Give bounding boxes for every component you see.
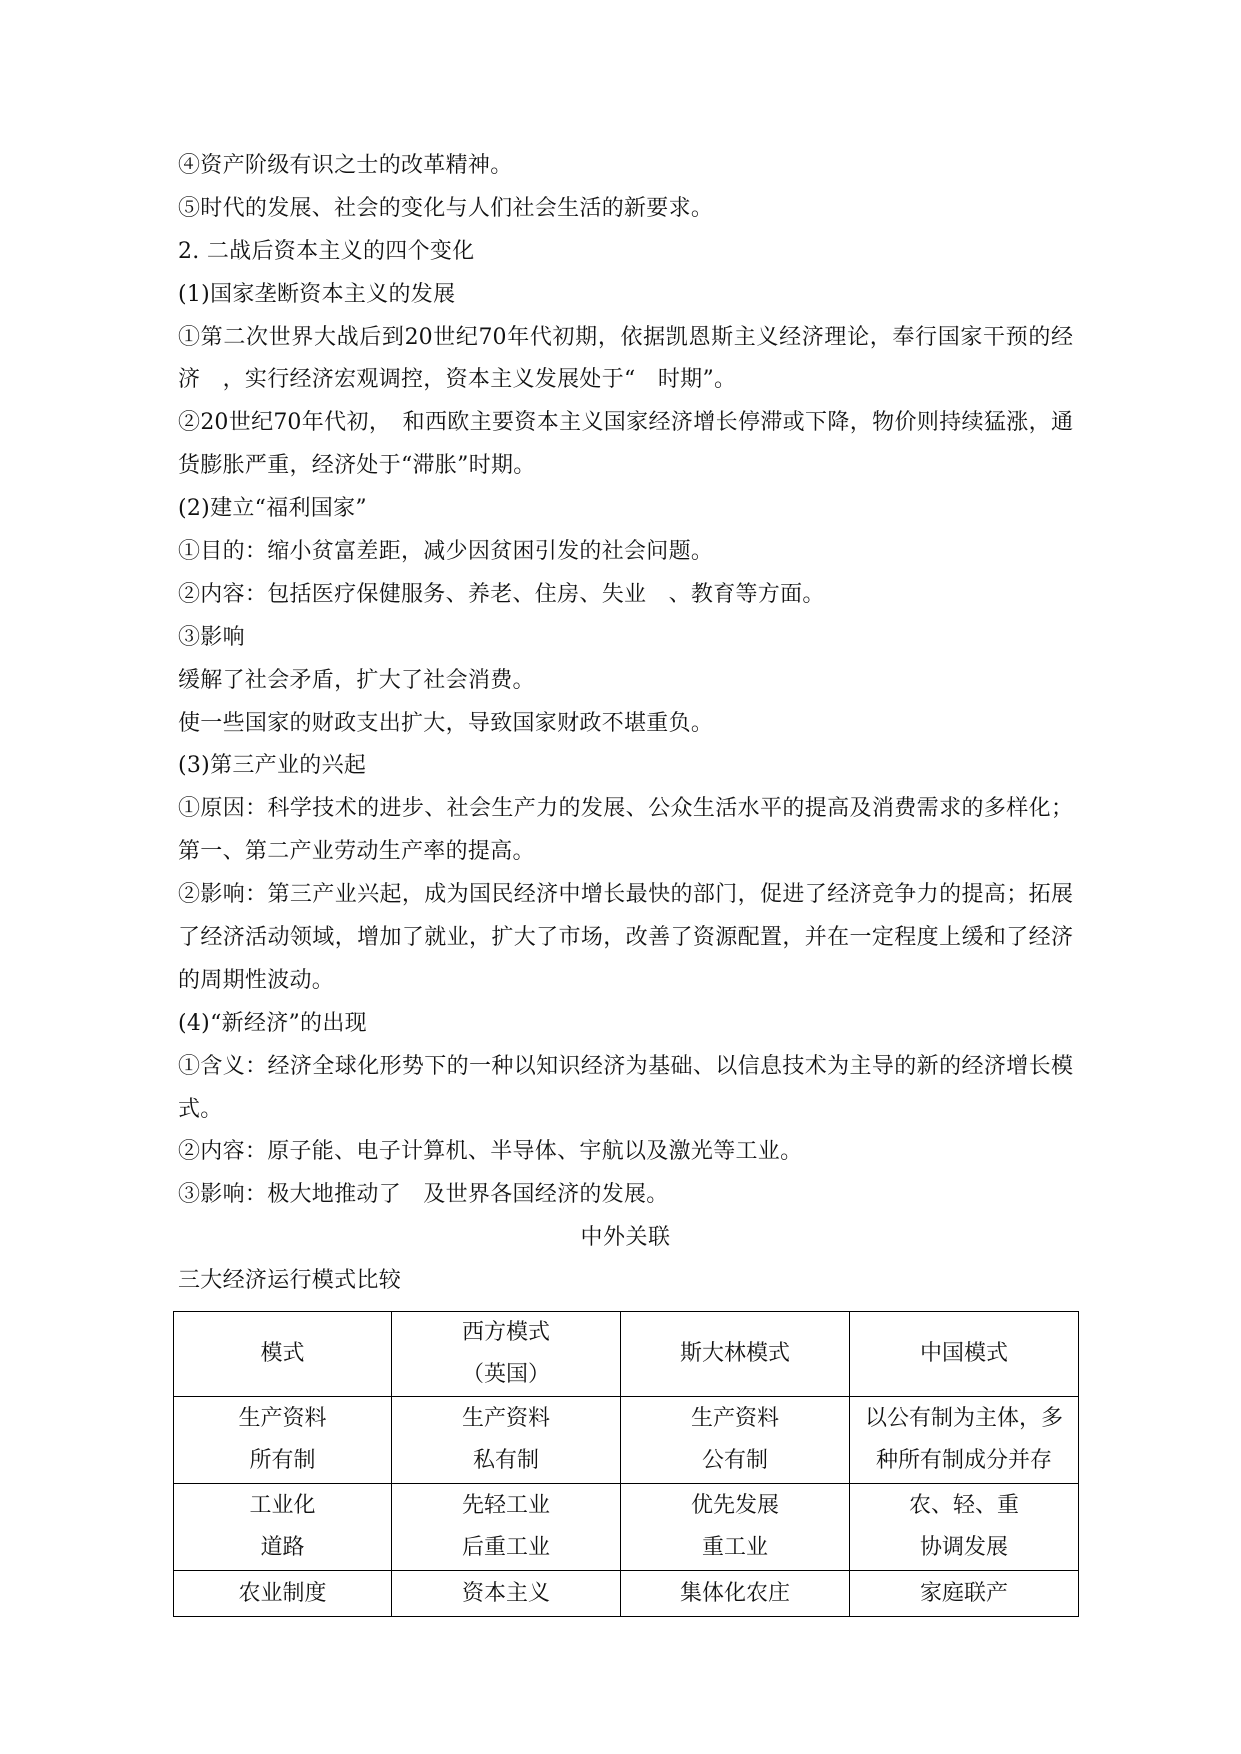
list-item: ②内容：包括医疗保健服务、养老、住房、失业 、教育等方面。	[178, 581, 825, 607]
table-cell: 先轻工业 后重工业	[392, 1484, 621, 1571]
table-cell: 家庭联产	[850, 1571, 1079, 1617]
list-item: ①原因：科学技术的进步、社会生产力的发展、公众生活水平的提高及消费需求的多样化；	[178, 796, 1073, 822]
table-cell: 生产资料 公有制	[621, 1397, 850, 1484]
list-item: ③影响：极大地推动了 及世界各国经济的发展。	[178, 1182, 669, 1208]
list-item: ②20世纪70年代初， 和西欧主要资本主义国家经济增长停滞或下降，物价则持续猛涨，通	[178, 410, 1073, 436]
subsection-heading: (4)“新经济”的出现	[178, 1010, 367, 1036]
list-item: ①含义：经济全球化形势下的一种以知识经济为基础、以信息技术为主导的新的经济增长模	[178, 1053, 1073, 1079]
list-item: ②影响：第三产业兴起，成为国民经济中增长最快的部门，促进了经济竞争力的提高；拓展	[178, 882, 1073, 908]
table-caption: 三大经济运行模式比较	[178, 1268, 402, 1294]
table-cell: 农业制度	[174, 1571, 392, 1617]
table-cell: 资本主义	[392, 1571, 621, 1617]
comparison-heading: 中外关联	[580, 1225, 671, 1251]
comparison-table	[173, 1311, 1079, 1617]
table-row	[174, 1571, 1079, 1617]
table-cell: 工业化 道路	[174, 1484, 392, 1571]
notes-body	[178, 145, 1073, 1303]
section-heading: 2. 二战后资本主义的四个变化	[178, 238, 475, 264]
subsection-heading: (1)国家垄断资本主义的发展	[178, 281, 456, 307]
header-cell-stalin: 斯大林模式	[621, 1312, 850, 1397]
table-cell: 以公有制为主体，多 种所有制成分并存	[850, 1397, 1079, 1484]
table-header-row	[174, 1312, 1079, 1397]
list-item: ②内容：原子能、电子计算机、半导体、宇航以及激光等工业。	[178, 1139, 803, 1165]
list-item: ①目的：缩小贫富差距，减少因贫困引发的社会问题。	[178, 539, 714, 565]
header-cell-western: 西方模式 （英国）	[392, 1312, 621, 1397]
list-item-continuation: 式。	[178, 1096, 223, 1122]
table-row	[174, 1484, 1079, 1571]
table-cell: 生产资料 私有制	[392, 1397, 621, 1484]
list-item: ④资产阶级有识之士的改革精神。	[178, 153, 513, 178]
list-item-continuation: 了经济活动领域，增加了就业，扩大了市场，改善了资源配置，并在一定程度上缓和了经济	[178, 925, 1073, 951]
table-row	[174, 1397, 1079, 1484]
text-line: 缓解了社会矛盾，扩大了社会消费。	[178, 667, 535, 693]
text-line: 使一些国家的财政支出扩大，导致国家财政不堪重负。	[178, 710, 714, 736]
list-item: ①第二次世界大战后到20世纪70年代初期，依据凯恩斯主义经济理论，奉行国家干预的经	[178, 324, 1073, 350]
header-cell-mode: 模式	[174, 1312, 392, 1397]
list-item: ⑤时代的发展、社会的变化与人们社会生活的新要求。	[178, 195, 714, 221]
list-item: ③影响	[178, 624, 245, 650]
header-cell-china: 中国模式	[850, 1312, 1079, 1397]
table-cell: 生产资料 所有制	[174, 1397, 392, 1484]
list-item-continuation: 货膨胀严重，经济处于“滞胀”时期。	[178, 453, 536, 479]
table-cell: 农、轻、重 协调发展	[850, 1484, 1079, 1571]
list-item-continuation: 第一、第二产业劳动生产率的提高。	[178, 839, 535, 865]
subsection-heading: (3)第三产业的兴起	[178, 753, 367, 779]
table-cell: 集体化农庄	[621, 1571, 850, 1617]
table-cell: 优先发展 重工业	[621, 1484, 850, 1571]
subsection-heading: (2)建立“福利国家”	[178, 496, 367, 522]
list-item-continuation: 的周期性波动。	[178, 967, 335, 993]
list-item-continuation: 济 ，实行经济宏观调控，资本主义发展处于“ 时期”。	[178, 367, 737, 393]
